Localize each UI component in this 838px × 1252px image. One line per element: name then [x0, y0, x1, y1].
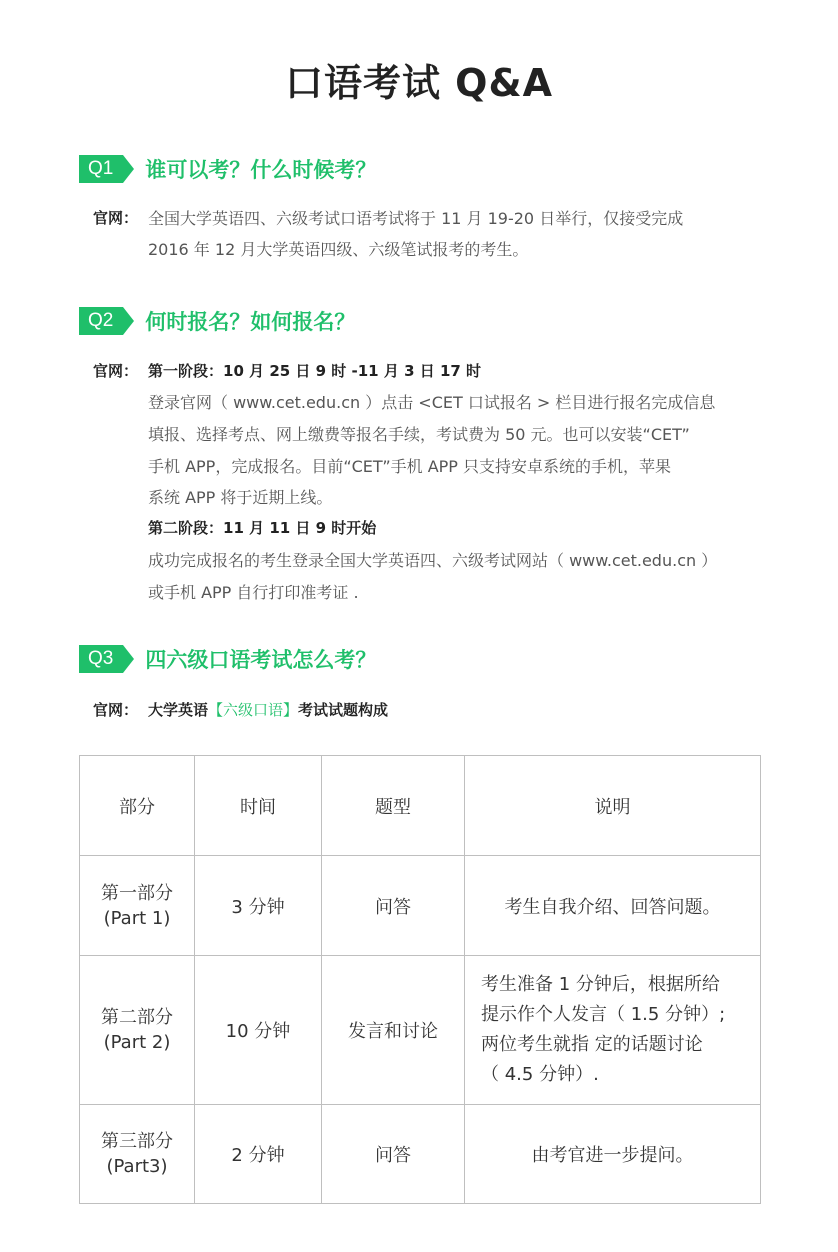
stage-1-heading: 第一阶段：10 月 25 日 9 时 -11 月 3 日 17 时 — [148, 362, 482, 380]
time-cell: 10 分钟 — [195, 956, 322, 1105]
question-2-heading — [79, 307, 355, 335]
exam-structure-table — [79, 755, 761, 1204]
desc-cell: 考生准备 1 分钟后，根据所给 提示作个人发言（ 1.5 分钟）; 两位考生就指 定的话题讨论 （ 4.5 分钟）. — [465, 956, 761, 1105]
table-row — [80, 1105, 761, 1204]
stage-2-line: 成功完成报名的考生登录全国大学英语四、六级考试网站（ www.cet.edu.cn ） — [148, 551, 718, 570]
stage-1-line: 手机 APP，完成报名。目前“CET”手机 APP 只支持安卓系统的手机，苹果 — [148, 457, 672, 476]
part-cell: 第二部分 (Part 2) — [80, 956, 195, 1105]
stage-1-line: 填报、选择考点、网上缴费等报名手续，考试费为 50 元。也可以安装“CET” — [148, 425, 690, 444]
answer-2-label: 官网： — [93, 362, 139, 380]
part-cell: 第三部分 (Part3) — [80, 1105, 195, 1204]
stage-1-line: 登录官网（ www.cet.edu.cn ）点击 <CET 口试报名 > 栏目进行报名完成信息 — [148, 393, 716, 412]
answer-1-line: 2016 年 12 月大学英语四级、六级笔试报考的考生。 — [148, 240, 529, 259]
desc-cell: 考生自我介绍、回答问题。 — [465, 856, 761, 956]
question-2-badge: Q2 — [79, 307, 123, 335]
question-2-text: 何时报名？如何报名？ — [145, 310, 356, 334]
badge-arrow-icon — [123, 645, 134, 673]
subtitle-post: 考试试题构成 — [298, 701, 389, 719]
type-cell: 发言和讨论 — [322, 956, 465, 1105]
question-1-text: 谁可以考？什么时候考？ — [145, 158, 377, 182]
badge-arrow-icon — [123, 307, 134, 335]
time-cell: 3 分钟 — [195, 856, 322, 956]
subtitle-highlight: 【六级口语】 — [208, 701, 299, 719]
table-header-row — [80, 756, 761, 856]
table-row — [80, 956, 761, 1105]
table-subtitle — [148, 699, 388, 720]
answer-1-label: 官网： — [93, 209, 139, 227]
time-cell: 2 分钟 — [195, 1105, 322, 1204]
badge-arrow-icon — [123, 155, 134, 183]
part-cell: 第一部分 (Part 1) — [80, 856, 195, 956]
type-cell: 问答 — [322, 856, 465, 956]
question-3-heading — [79, 645, 376, 673]
stage-2-line: 或手机 APP 自行打印准考证 . — [148, 583, 359, 602]
header-cell: 说明 — [465, 756, 761, 856]
header-cell: 时间 — [195, 756, 322, 856]
question-3-text: 四六级口语考试怎么考？ — [145, 648, 377, 672]
page-title: 口语考试 Q&A — [284, 61, 554, 105]
desc-cell: 由考官进一步提问。 — [465, 1105, 761, 1204]
answer-3-label: 官网： — [93, 701, 139, 719]
header-cell: 题型 — [322, 756, 465, 856]
type-cell: 问答 — [322, 1105, 465, 1204]
answer-1-line: 全国大学英语四、六级考试口语考试将于 11 月 19-20 日举行，仅接受完成 — [148, 209, 684, 228]
question-3-badge: Q3 — [79, 645, 123, 673]
table-row — [80, 856, 761, 956]
question-1-heading — [79, 155, 376, 183]
header-cell: 部分 — [80, 756, 195, 856]
stage-2-heading: 第二阶段：11 月 11 日 9 时开始 — [148, 519, 377, 537]
question-1-badge: Q1 — [79, 155, 123, 183]
subtitle-pre: 大学英语 — [148, 701, 209, 719]
stage-1-line: 系统 APP 将于近期上线。 — [148, 488, 333, 507]
